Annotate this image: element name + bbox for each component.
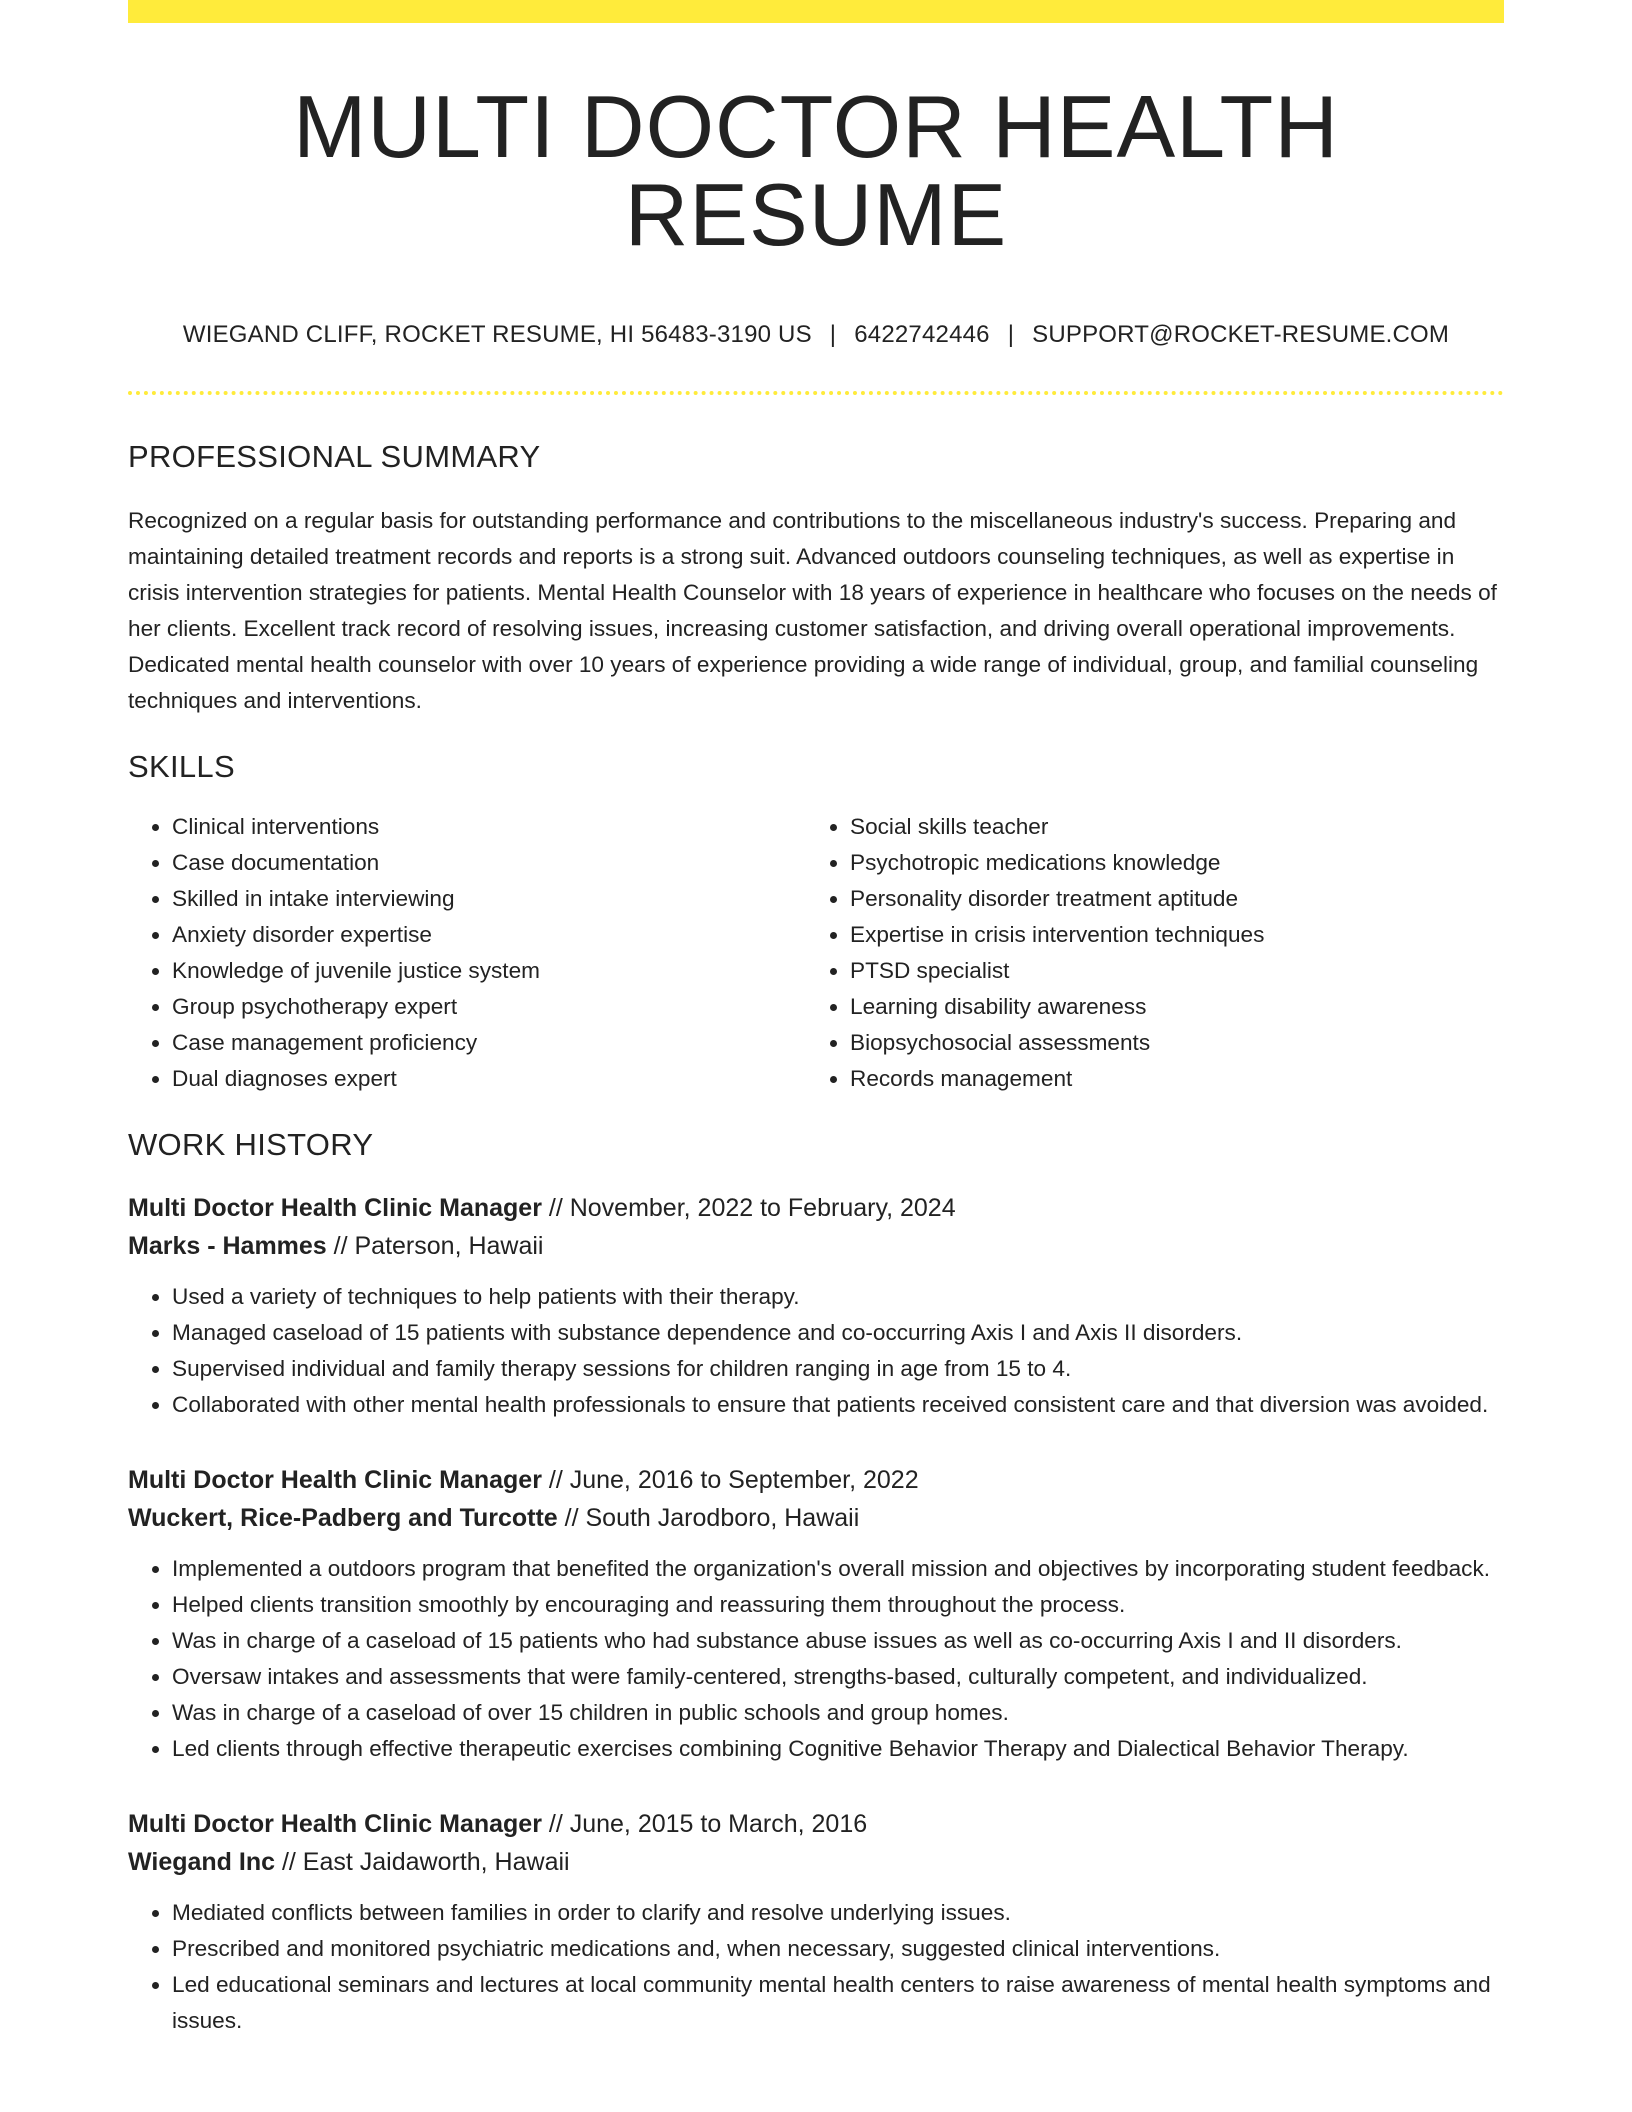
job-company: Wuckert, Rice-Padberg and Turcotte [128,1504,558,1532]
job-bullet: • Implemented a outdoors program that benefited the organization's overall mission and objectives by incorporating student feedback. [172,1551,1504,1587]
job-dates: // June, 2015 to March, 2016 [541,1810,868,1838]
job-bullet: • Was in charge of a caseload of over 15 children in public schools and group homes. [172,1695,1504,1731]
job-role: Multi Doctor Health Clinic Manager [128,1810,542,1838]
job-entry [128,1461,1504,1767]
dotted-divider [128,391,1504,395]
job-role: Multi Doctor Health Clinic Manager [128,1466,542,1494]
resume-page [128,0,1504,2039]
skills-heading: SKILLS [128,749,235,784]
job-bullet: • Collaborated with other mental health professionals to ensure that patients received consistent care and that diversion was avoided. [172,1387,1504,1423]
contact-address: WIEGAND CLIFF, ROCKET RESUME, HI 56483-3190 US [182,321,812,348]
job-role-line [128,1461,1504,1499]
skill-item: • Psychotropic medications knowledge [850,845,1484,881]
skill-item: • Personality disorder treatment aptitude [850,881,1484,917]
job-role-line [128,1805,1504,1843]
skills-column-right [806,809,1484,1097]
contact-line [128,321,1504,349]
job-location: // East Jaidaworth, Hawaii [275,1848,570,1876]
contact-email[interactable]: SUPPORT@ROCKET-RESUME.COM [1032,321,1450,348]
contact-separator: | [829,321,837,348]
job-bullet: • Managed caseload of 15 patients with substance dependence and co-occurring Axis I and Axis II disorders. [172,1315,1504,1351]
job-bullet: • Mediated conflicts between families in order to clarify and resolve underlying issues. [172,1895,1504,1931]
skill-item: • Clinical interventions [172,809,806,845]
job-location: // South Jarodboro, Hawaii [557,1504,860,1532]
top-accent-bar [128,0,1504,23]
job-company: Marks - Hammes [128,1232,327,1260]
job-role-line [128,1189,1504,1227]
job-bullets [128,1895,1504,2039]
job-company: Wiegand Inc [128,1848,276,1876]
job-bullet: • Was in charge of a caseload of 15 patients who had substance abuse issues as well as co-occurring Axis I and II disorders. [172,1623,1504,1659]
skill-item: • Case management proficiency [172,1025,806,1061]
skill-item: • Dual diagnoses expert [172,1061,806,1097]
skill-item: • PTSD specialist [850,953,1484,989]
skill-item: • Biopsychosocial assessments [850,1025,1484,1061]
job-role: Multi Doctor Health Clinic Manager [128,1194,542,1222]
job-bullet: • Prescribed and monitored psychiatric medications and, when necessary, suggested clinical interventions. [172,1931,1504,1967]
job-company-line [128,1843,1504,1881]
skill-item: • Group psychotherapy expert [172,989,806,1025]
skill-item: • Knowledge of juvenile justice system [172,953,806,989]
job-bullet: • Led educational seminars and lectures at local community mental health centers to raise awareness of mental health symptoms and issues. [172,1967,1504,2039]
skill-item: • Learning disability awareness [850,989,1484,1025]
job-dates: // June, 2016 to September, 2022 [541,1466,919,1494]
job-company-line [128,1227,1504,1265]
job-company-line [128,1499,1504,1537]
skill-item: • Anxiety disorder expertise [172,917,806,953]
skill-item: • Expertise in crisis intervention techniques [850,917,1484,953]
job-bullet: • Led clients through effective therapeutic exercises combining Cognitive Behavior Therapy and Dialectical Behavior Therapy. [172,1731,1504,1767]
job-bullet: • Supervised individual and family therapy sessions for children ranging in age from 15 to 4. [172,1351,1504,1387]
summary-text: Recognized on a regular basis for outstanding performance and contributions to the miscellaneous industry's success. Preparing and maintaining detailed treatment records and reports is a strong suit. Advanced outdoors counseling techniques, as well as expertise in crisis intervention strategies for patients. Mental Health Counselor with 18 years of experience in healthcare who focuses on the needs of her clients. Excellent track record of resolving issues, increasing customer satisfaction, and driving overall operational improvements. Dedicated mental health counselor with over 10 years of experience providing a wide range of individual, group, and familial counseling techniques and interventions. [128,508,1497,713]
work-history-heading: WORK HISTORY [128,1127,374,1162]
skill-item: • Social skills teacher [850,809,1484,845]
skills-list [128,809,1504,1097]
summary-heading: PROFESSIONAL SUMMARY [128,439,541,474]
job-bullets [128,1551,1504,1767]
skill-item: • Case documentation [172,845,806,881]
skills-column-left [128,809,806,1097]
skill-item: • Skilled in intake interviewing [172,881,806,917]
contact-separator: | [1007,321,1015,348]
contact-phone: 6422742446 [854,321,990,348]
resume-title: MULTI DOCTOR HEALTH RESUME [293,77,1339,264]
job-bullet: • Helped clients transition smoothly by encouraging and reassuring them throughout the process. [172,1587,1504,1623]
job-dates: // November, 2022 to February, 2024 [541,1194,956,1222]
job-bullet: • Used a variety of techniques to help patients with their therapy. [172,1279,1504,1315]
skill-item: • Records management [850,1061,1484,1097]
job-bullets [128,1279,1504,1423]
job-entry [128,1189,1504,1423]
job-entry [128,1805,1504,2039]
job-bullet: • Oversaw intakes and assessments that were family-centered, strengths-based, culturally competent, and individualized. [172,1659,1504,1695]
job-location: // Paterson, Hawaii [326,1232,544,1260]
